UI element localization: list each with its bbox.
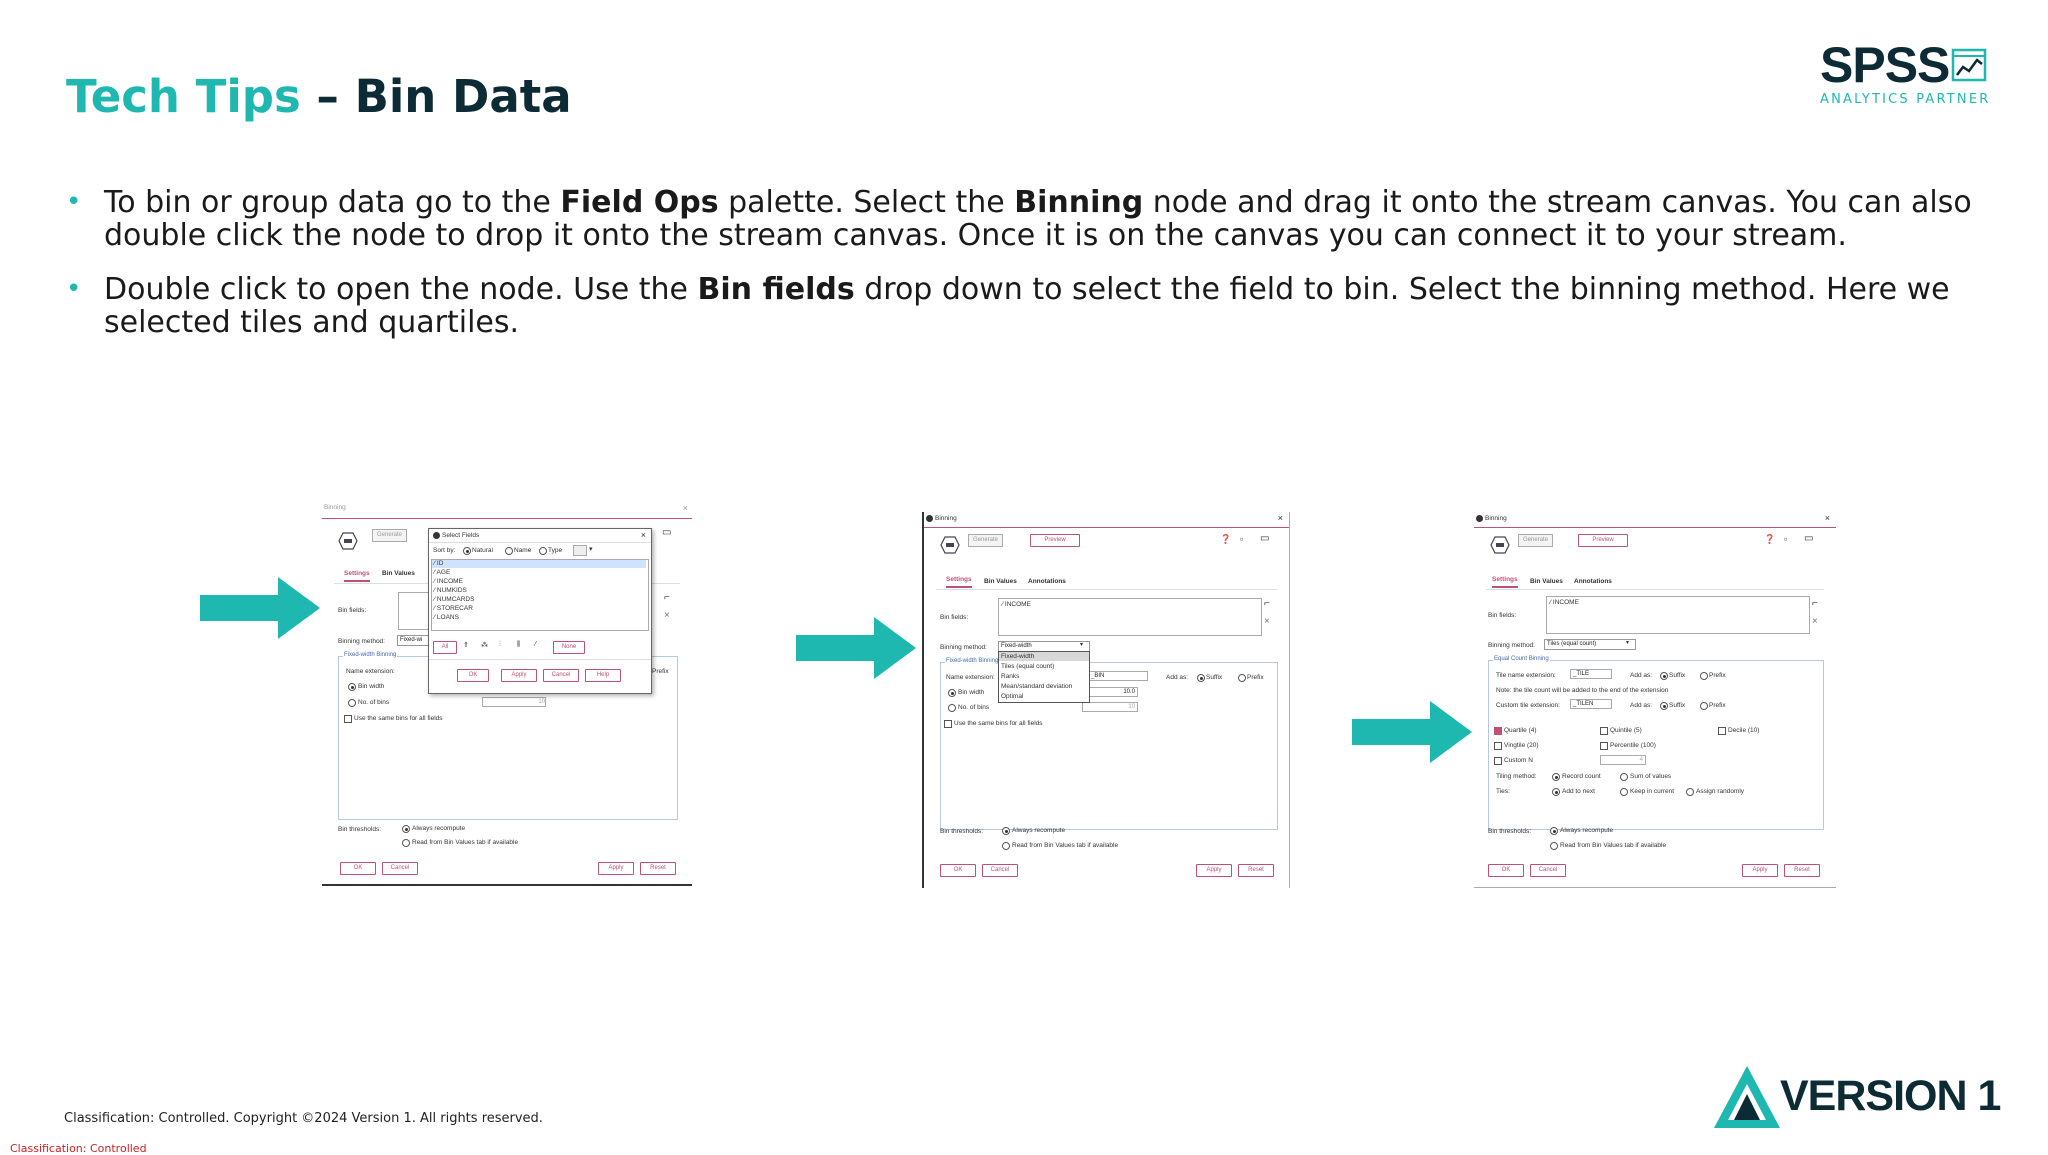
dropdown-option[interactable]: Ranks — [1001, 673, 1020, 680]
chevron-down-icon[interactable]: ▾ — [1080, 642, 1084, 648]
slide-title — [66, 70, 572, 123]
generate-button[interactable]: Generate — [372, 529, 407, 542]
same-bins-checkbox[interactable] — [944, 720, 952, 728]
suffix-radio[interactable] — [1660, 672, 1668, 680]
list-item[interactable]: ⁄ LOANS — [434, 614, 459, 621]
spss-logo — [1820, 37, 2000, 107]
dropdown-option[interactable]: Optimal — [1001, 693, 1024, 700]
popup-cancel-button[interactable]: Cancel — [543, 669, 579, 682]
binning-method-select[interactable]: Fixed-width — [998, 641, 1090, 652]
binning-method-select[interactable]: Tiles (equal count) — [1544, 639, 1636, 650]
popup-help-button[interactable]: Help — [585, 669, 621, 682]
bullet-dot: • — [66, 274, 82, 304]
maximize-icon[interactable]: ▭ — [662, 527, 672, 538]
chevron-down-icon[interactable]: ▾ — [589, 546, 593, 553]
field-picker-icon[interactable]: ⌐ — [664, 592, 670, 603]
select-fields-popup: Select Fields × Sort by: Natural Name Type ▾ ⁄ ID ⁄ AGE ⁄ INCOME ⁄ NUMKIDS ⁄ NUMCARDS ⁄ STORECAR ⁄ LOANS All ⇑ ⁂ ⫶ ⫼ ⁄ None OK Apply Cancel Help — [428, 528, 652, 694]
ok-button[interactable]: OK — [1488, 864, 1524, 877]
decile-checkbox[interactable] — [1718, 727, 1726, 735]
reset-button[interactable]: Reset — [640, 862, 676, 875]
close-icon[interactable]: × — [1277, 513, 1283, 523]
sort-natural-radio[interactable] — [463, 547, 471, 555]
custom-n-checkbox[interactable] — [1494, 757, 1502, 765]
list-item[interactable]: ⁄ ID — [434, 560, 444, 567]
tab-settings[interactable]: Settings — [344, 570, 370, 582]
minimize-icon[interactable]: ▫ — [1240, 534, 1244, 544]
spss-logo-subtitle: ANALYTICS PARTNER — [1820, 92, 1991, 107]
reset-button[interactable]: Reset — [1784, 864, 1820, 877]
tile-extension-input[interactable]: _TILE — [1570, 669, 1612, 679]
delete-icon[interactable]: × — [1812, 616, 1818, 627]
type-filter-icon[interactable]: ⫶ — [499, 641, 501, 648]
version1-logo — [1712, 1064, 2012, 1130]
no-of-bins-input[interactable]: 10 — [1082, 702, 1138, 712]
footer-classification-red: Classification: Controlled — [10, 1142, 147, 1155]
binning-dialog-screenshot-1: Binning × Generate ▭ Settings Bin Values Bin fields: Binning method: Fixed-wi Fixed-width Binning Name extension: Prefix Bin width No. of bins 10 Use the same bins for all fields Bin thresholds: Always recompute Read from Bin Values tab if available OK Cancel Apply Reset ⌐ × Select Fields × Sort by: Natural Name Type ▾ ⁄ ID ⁄ AGE ⁄ INCOME ⁄ NUMKIDS ⁄ NUMCARDS ⁄ STORECAR ⁄ LOANS All ⇑ ⁂ ⫶ ⫼ ⁄ None OK Apply Cancel Help — [322, 502, 692, 886]
generate-button[interactable]: Generate — [968, 534, 1003, 547]
list-item[interactable]: ⁄ AGE — [434, 569, 451, 576]
binning-method-dropdown — [998, 651, 1090, 703]
bullet-1: • To bin or group data go to the Field Ops palette. Select the Binning node and drag it onto the stream canvas. You can also double click the node to drop it onto the stream canvas. Once it is on the canvas you can connect it to your stream. — [66, 185, 1972, 253]
type-filter-icon[interactable]: ⇑ — [463, 642, 469, 649]
name-extension-input[interactable]: _BIN — [1088, 671, 1148, 681]
quintile-checkbox[interactable] — [1600, 727, 1608, 735]
vingtile-checkbox[interactable] — [1494, 742, 1502, 750]
dialog-titlebar — [1474, 512, 1836, 526]
keep-in-current-radio[interactable] — [1620, 788, 1628, 796]
bin-fields-box[interactable] — [998, 598, 1262, 636]
dropdown-option[interactable]: Fixed-width — [1001, 653, 1035, 660]
title-accent: Tech Tips — [66, 70, 301, 123]
suffix-radio[interactable] — [1197, 674, 1205, 682]
same-bins-checkbox[interactable] — [344, 715, 352, 723]
type-filter-icon[interactable]: ⁄ — [535, 641, 537, 648]
binning-node-icon — [338, 532, 358, 550]
custom-extension-input[interactable]: _TILEN — [1570, 699, 1612, 709]
no-of-bins-radio[interactable] — [948, 704, 956, 712]
cancel-button[interactable]: Cancel — [982, 864, 1018, 877]
tab-settings[interactable]: Settings — [1492, 576, 1518, 588]
preview-button[interactable]: Preview — [1030, 534, 1080, 547]
apply-button[interactable]: Apply — [598, 862, 634, 875]
type-filter-icon[interactable]: ⫼ — [517, 641, 521, 648]
select-all-button[interactable]: All — [433, 641, 457, 654]
chart-icon — [1951, 47, 1987, 83]
arrow-right-icon — [796, 617, 916, 679]
prefix-radio[interactable] — [1700, 702, 1708, 710]
minimize-icon[interactable]: ▫ — [1784, 534, 1788, 544]
popup-ok-button[interactable]: OK — [457, 669, 489, 682]
list-item[interactable]: ⁄ NUMKIDS — [434, 587, 467, 594]
delete-icon[interactable]: × — [664, 610, 670, 621]
assign-randomly-radio[interactable] — [1686, 788, 1694, 796]
read-from-tab-radio[interactable] — [1002, 842, 1010, 850]
spss-logo-word: SPSS — [1820, 37, 1950, 93]
sort-direction-toggle[interactable] — [573, 545, 587, 556]
close-icon[interactable]: × — [640, 530, 646, 540]
type-filter-icon[interactable]: ⁂ — [481, 642, 488, 649]
read-from-tab-radio[interactable] — [1550, 842, 1558, 850]
version1-triangle-icon — [1712, 1064, 1782, 1130]
dialog-titlebar — [924, 512, 1289, 526]
bin-fields-box[interactable] — [1546, 596, 1810, 634]
list-item[interactable]: ⁄ INCOME — [1550, 599, 1579, 606]
tab-bin-values[interactable]: Bin Values — [1530, 578, 1563, 585]
sum-of-values-radio[interactable] — [1620, 773, 1628, 781]
select-none-button[interactable]: None — [553, 641, 585, 654]
list-item[interactable]: ⁄ NUMCARDS — [434, 596, 475, 603]
arrow-right-icon — [200, 577, 320, 639]
add-to-next-radio[interactable] — [1552, 788, 1560, 796]
title-rest: – Bin Data — [300, 70, 572, 123]
cancel-button[interactable]: Cancel — [382, 862, 418, 875]
ok-button[interactable]: OK — [940, 864, 976, 877]
delete-icon[interactable]: × — [1264, 616, 1270, 627]
custom-n-input[interactable]: 4 — [1600, 755, 1646, 765]
footer-classification: Classification: Controlled. Copyright ©2024 Version 1. All rights reserved. — [64, 1111, 543, 1126]
quartile-checkbox[interactable] — [1494, 727, 1502, 735]
chevron-down-icon[interactable]: ▾ — [1626, 640, 1630, 646]
bullet-dot: • — [66, 187, 82, 217]
dropdown-option[interactable]: Tiles (equal count) — [1001, 663, 1055, 670]
prefix-radio[interactable] — [1238, 674, 1246, 682]
field-picker-icon[interactable]: ⌐ — [1264, 598, 1270, 609]
bin-width-radio[interactable] — [348, 683, 356, 691]
help-icon[interactable]: ❓ — [1220, 534, 1232, 544]
cancel-button[interactable]: Cancel — [1530, 864, 1566, 877]
fixed-width-group: Fixed-width Binning — [940, 662, 1278, 830]
no-of-bins-input[interactable]: 10 — [482, 697, 546, 707]
prefix-radio[interactable] — [1700, 672, 1708, 680]
field-picker-icon[interactable]: ⌐ — [1812, 598, 1818, 609]
dialog-titlebar: Binning × — [324, 503, 688, 513]
help-icon[interactable]: ❓ — [1764, 534, 1776, 544]
popup-apply-button[interactable]: Apply — [501, 669, 537, 682]
dropdown-option[interactable]: Mean/standard deviation — [1001, 683, 1073, 690]
preview-button[interactable]: Preview — [1578, 534, 1628, 547]
tab-annotations[interactable]: Annotations — [1028, 578, 1066, 585]
read-from-tab-radio[interactable] — [402, 839, 410, 847]
bin-width-input[interactable]: 10.0 — [1082, 687, 1138, 697]
sort-type-radio[interactable] — [539, 547, 547, 555]
apply-button[interactable]: Apply — [1196, 864, 1232, 877]
popup-title: Select Fields — [433, 532, 479, 539]
tab-bin-values[interactable]: Bin Values — [382, 570, 415, 577]
percentile-checkbox[interactable] — [1600, 742, 1608, 750]
binning-dialog-screenshot-3: Binning × Generate Preview ❓ ▫ ▭ Settings Bin Values Annotations Bin fields: ⁄ INCOME ⌐ × Binning method: Tiles (equal count) ▾ Equal Count Binning Tile name extension: _TILE Add as: Suffix Prefix Note: the tile count will be added to the end of the extension Custom tile extension: _TILEN Add as: Suffix Prefix Quartile (4) Quintile (5) Decile (10) Vingtile (20) Percentile (100) Custom N 4 Tiling method: Record count Sum of values Ties: Add to next Keep in current Assign randomly Bin thresholds: Always recompute Read from Bin Values tab if available OK Cancel Apply Reset — [1474, 512, 1836, 888]
list-item[interactable]: ⁄ STORECAR — [434, 605, 473, 612]
dialog-title: Binning — [1476, 515, 1507, 522]
sort-name-radio[interactable] — [505, 547, 513, 555]
tab-settings[interactable]: Settings — [946, 576, 972, 588]
binning-node-icon — [1490, 536, 1510, 554]
fields-list[interactable] — [431, 559, 649, 631]
binning-dialog-screenshot-2: Binning × Generate Preview ❓ ▫ ▭ Settings Bin Values Annotations Bin fields: ⁄ INCOME ⌐ × Binning method: Fixed-width ▾ Fixed-width Binning Name extension: _BIN Add as: Suffix Prefix Bin width 10.0 No. of bins 10 Use the same bins for all fields Fixed-width Tiles (equal count) Ranks Mean/standard deviation Optimal Bin thresholds: Always recompute Read from Bin Values tab if available OK Cancel Apply Reset — [922, 512, 1290, 888]
maximize-icon[interactable]: ▭ — [1260, 533, 1270, 544]
bullet-2: • Double click to open the node. Use the Bin fields drop down to select the field to bin. Select the binning method. Here we selected tiles and quartiles. — [66, 272, 1950, 340]
dialog-title: Binning — [926, 515, 957, 522]
list-item[interactable]: ⁄ INCOME — [1002, 601, 1031, 608]
suffix-radio[interactable] — [1660, 702, 1668, 710]
reset-button[interactable]: Reset — [1238, 864, 1274, 877]
always-recompute-radio[interactable] — [402, 825, 410, 833]
bin-width-radio[interactable] — [948, 689, 956, 697]
equal-count-group: Equal Count Binning — [1488, 660, 1824, 830]
tab-bin-values[interactable]: Bin Values — [984, 578, 1017, 585]
list-item[interactable]: ⁄ INCOME — [434, 578, 463, 585]
bullet-list — [62, 186, 1982, 360]
generate-button[interactable]: Generate — [1518, 534, 1553, 547]
fixed-width-group: Fixed-width Binning — [338, 656, 678, 820]
version1-logo-word: VERSION 1 — [1780, 1072, 2001, 1120]
tab-annotations[interactable]: Annotations — [1574, 578, 1612, 585]
binning-node-icon — [940, 536, 960, 554]
binning-method-select[interactable]: Fixed-wi — [397, 635, 431, 646]
apply-button[interactable]: Apply — [1742, 864, 1778, 877]
arrow-right-icon — [1352, 701, 1472, 763]
close-icon[interactable]: × — [1824, 513, 1830, 523]
always-recompute-radio[interactable] — [1002, 827, 1010, 835]
ok-button[interactable]: OK — [340, 862, 376, 875]
no-of-bins-radio[interactable] — [348, 699, 356, 707]
close-icon[interactable]: × — [682, 503, 688, 513]
record-count-radio[interactable] — [1552, 773, 1560, 781]
always-recompute-radio[interactable] — [1550, 827, 1558, 835]
maximize-icon[interactable]: ▭ — [1804, 533, 1814, 544]
